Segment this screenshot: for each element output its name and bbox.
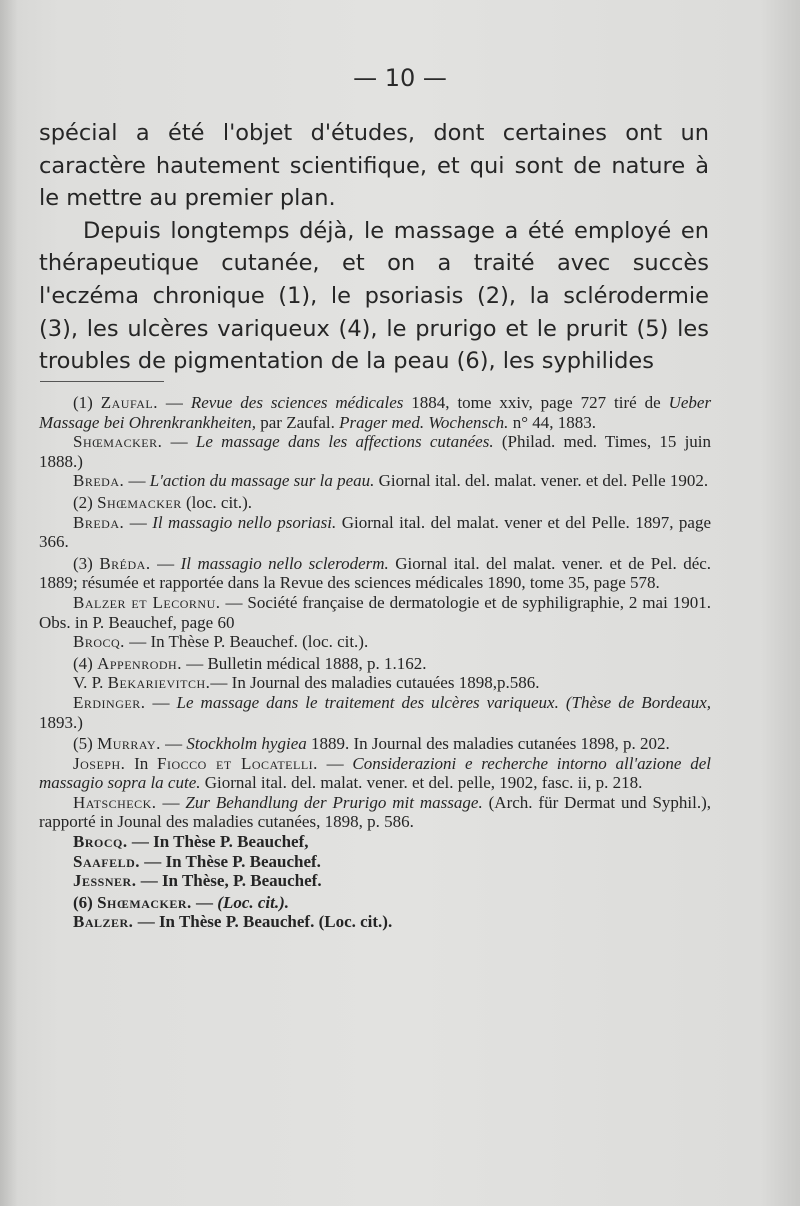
footnote-1-zaufal: (1) Zaufal. — Revue des sciences médicales 1884, tome xxiv, page 727 tiré de Ueber Massage bei Ohrenkrankheiten, par Zaufal. Prager med. Wochensch. n° 44, 1883.	[39, 393, 712, 432]
footnote-5-joseph: Joseph. In Fiocco et Locatelli. — Considerazioni e recherche intorno all'azione del massagio sopra la cute. Giornal ital. del. malat. vener. et del. pelle, 1902, fasc. ii, p. 218.	[39, 753, 711, 793]
footnote-3-breda: (3) Bréda. — Il massagio nello scleroderm. Giornal ital. del malat. vener. et de Pel. déc. 1889; résumée et rapportée dans la Revue des sciences médicales 1890, tome 35, page 578.	[39, 553, 712, 593]
footnote-5-brocq: Brocq. — In Thèse P. Beauchef,	[73, 832, 309, 852]
footnote-1-breda: Breda. — L'action du massage sur la peau. Giornal ital. del. malat. vener. et del. Pelle 1902.	[73, 471, 709, 491]
footnote-2-breda: Breda. — Il massagio nello psoriasi. Giornal ital. del malat. vener et del Pelle. 1897, page 366.	[39, 512, 711, 552]
footnote-5-murray: (5) Murray. — Stockholm hygiea 1889. In Journal des maladies cutanées 1898, p. 202.	[73, 734, 670, 754]
footnote-2-shoemacker: (2) Shœmacker (loc. cit.).	[73, 492, 253, 512]
footnote-5-hatscheck: Hatscheck. — Zur Behandlung der Prurigo mit massage. (Arch. für Dermat und Syphil.), rapporté in Jounal des maladies cutanées, 1898, p. 586.	[39, 792, 712, 832]
paragraph-2: Depuis longtemps déjà, le massage a été employé en thérapeutique cutanée, et on a traité avec succès l'eczéma chronique (1), le psoriasis (2), la sclérodermie (3), les ulcères variqueux (4), le prurigo et le prurit (5) les troubles de pigmentation de la peau (6), les syphilides	[39, 217, 709, 375]
footnote-4-bekarievitch: V. P. Bekarievitch.— In Journal des maladies cutauées 1898,p.586.	[73, 673, 540, 693]
footnote-5-jessner: Jessner. — In Thèse, P. Beauchef.	[73, 871, 322, 891]
footnote-5-saafeld: Saafeld. — In Thèse P. Beauchef.	[73, 851, 321, 871]
footnote-4-appenrodh: (4) Appenrodh. — Bulletin médical 1888, p. 1.162.	[73, 653, 427, 673]
paragraph-1: spécial a été l'objet d'études, dont certaines ont un caractère hautement scientifique, et qui sont de nature à le mettre au premier plan.	[39, 120, 709, 212]
footnotes	[39, 393, 711, 932]
footnote-separator	[40, 381, 164, 382]
footnote-3-brocq: Brocq. — In Thèse P. Beauchef. (loc. cit.).	[73, 632, 369, 652]
footnote-6-shoemacker: (6) Shœmacker. — (Loc. cit.).	[73, 892, 290, 912]
footnote-6-balzer: Balzer. — In Thèse P. Beauchef. (Loc. cit.).	[73, 912, 393, 932]
page-number: — 10 —	[353, 64, 447, 92]
main-text	[39, 117, 709, 378]
footnote-1-shoemacker: Shœmacker. — Le massage dans les affections cutanées. (Philad. med. Times, 15 juin 1888.)	[39, 432, 712, 471]
footnote-3-balzer-lecornu: Balzer et Lecornu. — Société française de dermatologie et de syphiligraphie, 2 mai 1901. Obs. in P. Beauchef, page 60	[39, 592, 711, 632]
footnote-4-erdinger: Erdinger. — Le massage dans le traitement des ulcères variqueux. (Thèse de Bordeaux, 1893.)	[39, 692, 712, 732]
